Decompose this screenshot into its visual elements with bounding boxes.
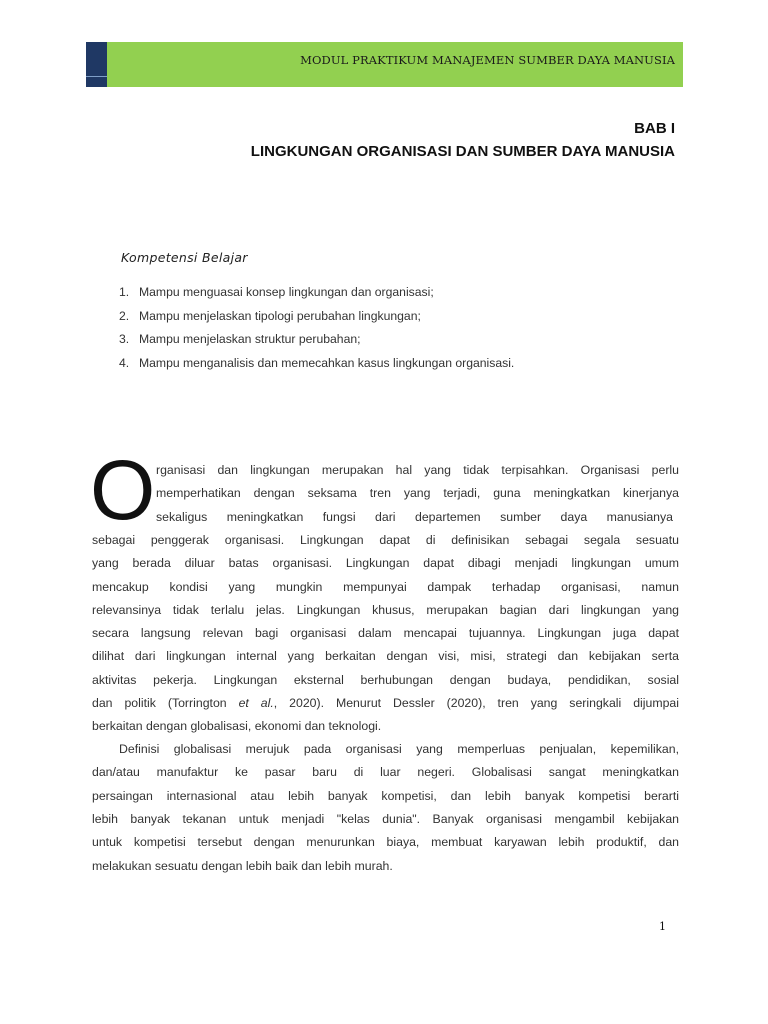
- paragraph-line: aktivitas pekerja. Lingkungan eksternal berhubungan dengan budaya, pendidikan, sosial: [92, 672, 679, 687]
- page-number: 1: [659, 920, 666, 933]
- paragraph-line: Definisi globalisasi merujuk pada organisasi yang memperluas penjualan, kepemilikan,: [119, 742, 679, 756]
- paragraph-line: secara langsung relevan bagi organisasi dalam mencapai tujuannya. Lingkungan juga dapat: [92, 626, 679, 641]
- kompetensi-heading: Kompetensi Belajar: [121, 250, 248, 265]
- paragraph-line: dan politik (Torrington et al., 2020). Menurut Dessler (2020), tren yang seringkali dijumpai: [92, 696, 679, 710]
- kompetensi-item: [119, 281, 514, 305]
- paragraph-line: persaingan internasional atau lebih banyak kompetisi, dan lebih banyak kompetisi berarti: [92, 788, 679, 803]
- module-title: MODUL PRAKTIKUM MANAJEMEN SUMBER DAYA MANUSIA: [300, 53, 675, 67]
- item-text: Mampu menganalisis dan memecahkan kasus lingkungan organisasi.: [139, 355, 515, 370]
- paragraph-line: dan/atau manufaktur ke pasar baru di luar negeri. Globalisasi sangat meningkatkan: [92, 765, 679, 780]
- item-text: Mampu menjelaskan tipologi perubahan lingkungan;: [139, 308, 421, 323]
- kompetensi-list: [119, 281, 514, 375]
- chapter-number: BAB I: [634, 120, 675, 137]
- paragraph-line: dilihat dari lingkungan internal yang berkaitan dengan visi, misi, strategi dan kebijakan serta: [92, 649, 679, 664]
- kompetensi-item: [119, 352, 514, 376]
- drop-cap: O: [90, 443, 156, 537]
- kompetensi-item: [119, 328, 514, 352]
- paragraph-line: sebagai penggerak organisasi. Lingkungan dapat di definisikan sebagai segala sesuatu: [92, 532, 679, 547]
- paragraph-line: berkaitan dengan globalisasi, ekonomi dan teknologi.: [92, 719, 382, 734]
- paragraph-line: mencakup kondisi yang mungkin mempunyai dampak terhadap organisasi, namun: [92, 579, 679, 594]
- paragraph-line: untuk kompetisi tersebut dengan menurunkan biaya, membuat karyawan lebih produktif, dan: [92, 835, 679, 850]
- paragraph-line: melakukan sesuatu dengan lebih baik dan lebih murah.: [92, 858, 393, 873]
- paragraph-line: memperhatikan dengan seksama tren yang terjadi, guna meningkatkan kinerjanya: [156, 486, 679, 501]
- kompetensi-item: [119, 305, 514, 329]
- item-number: 4.: [119, 355, 130, 370]
- paragraph-line: yang berada diluar batas organisasi. Lingkungan dapat dibagi menjadi lingkungan umum: [92, 556, 679, 571]
- paragraph-line: rganisasi dan lingkungan merupakan hal yang tidak terpisahkan. Organisasi perlu: [156, 463, 679, 477]
- chapter-title: LINGKUNGAN ORGANISASI DAN SUMBER DAYA MANUSIA: [250, 143, 675, 160]
- header-bar: [86, 42, 683, 87]
- item-number: 2.: [119, 308, 130, 323]
- paragraph-line: relevansinya tidak terlalu jelas. Lingkungan khusus, merupakan bagian dari lingkungan yang: [92, 602, 679, 617]
- paragraph-line: lebih banyak tekanan untuk menjadi "kelas dunia". Banyak organisasi mengambil kebijakan: [92, 811, 679, 826]
- item-number: 3.: [119, 332, 130, 346]
- item-number: 1.: [119, 285, 130, 299]
- item-text: Mampu menguasai konsep lingkungan dan organisasi;: [139, 285, 434, 299]
- item-text: Mampu menjelaskan struktur perubahan;: [139, 332, 361, 346]
- header-accent-block: [86, 42, 107, 87]
- paragraph-line: sekaligus meningkatkan fungsi dari departemen sumber daya manusianya: [156, 509, 673, 524]
